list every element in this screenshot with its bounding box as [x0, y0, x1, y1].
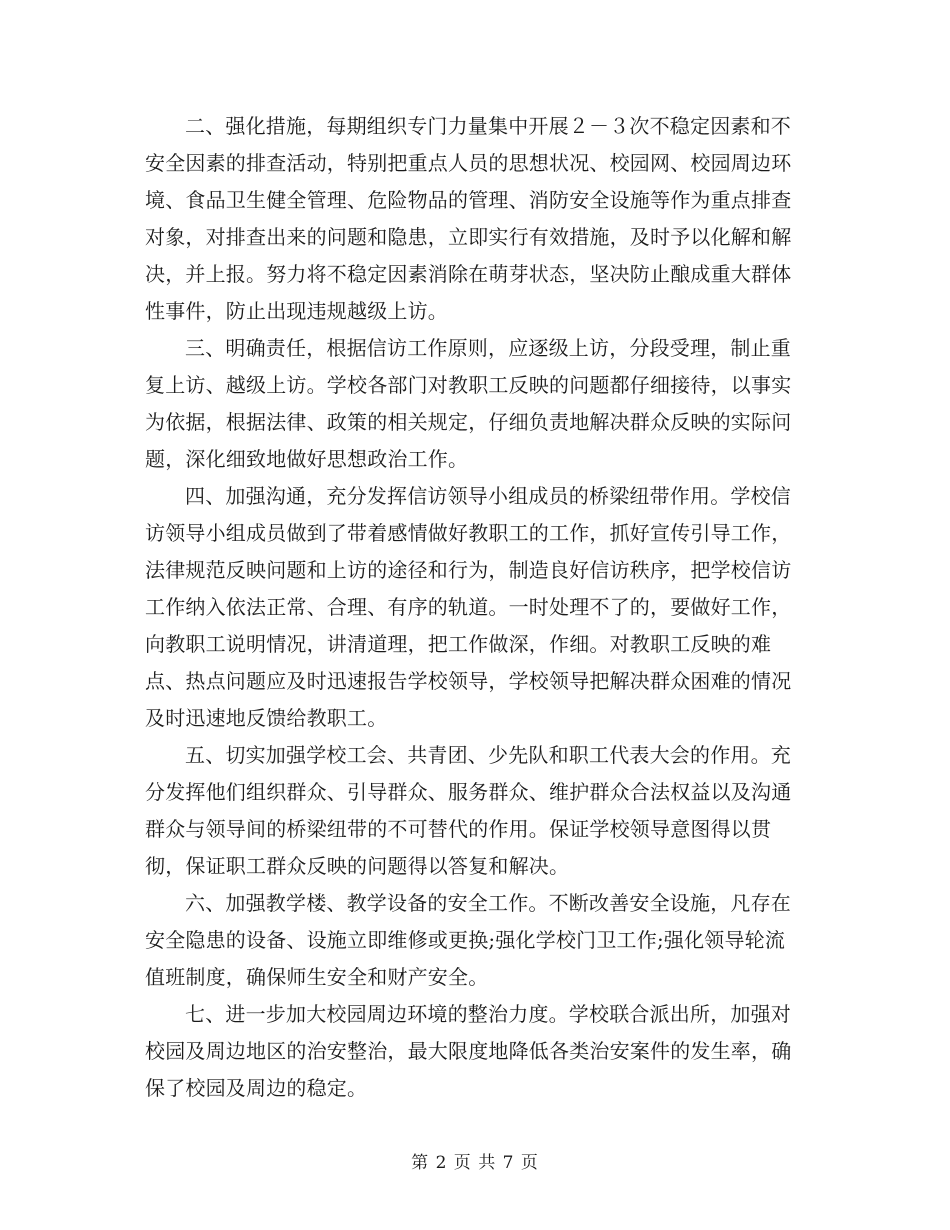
paragraph-four: 四、加强沟通，充分发挥信访领导小组成员的桥梁纽带作用。学校信访领导小组成员做到了带着感情做好教职工的工作，抓好宣传引导工作，法律规范反映问题和上访的途径和行为，制造良好信访秩序，把学校信访工作纳入依法正常、合理、有序的轨道。一时处理不了的，要做好工作，向教职工说明情况，讲清道理，把工作做深，作细。对教职工反映的难点、热点问题应及时迅速报告学校领导，学校领导把解决群众困难的情况及时迅速地反馈给教职工。 — [145, 484, 792, 730]
paragraph-three: 三、明确责任，根据信访工作原则，应逐级上访，分段受理，制止重复上访、越级上访。学校各部门对教职工反映的问题都仔细接待，以事实为依据，根据法律、政策的相关规定，仔细负责地解决群众反映的实际问题，深化细致地做好思想政治工作。 — [145, 336, 792, 471]
paragraph-six: 六、加强教学楼、教学设备的安全工作。不断改善安全设施，凡存在安全隐患的设备、设施立即维修或更换;强化学校门卫工作;强化领导轮流值班制度，确保师生安全和财产安全。 — [145, 891, 791, 989]
paragraph-five: 五、切实加强学校工会、共青团、少先队和职工代表大会的作用。充分发挥他们组织群众、引导群众、服务群众、维护群众合法权益以及沟通群众与领导间的桥梁纽带的不可替代的作用。保证学校领导意图得以贯彻，保证职工群众反映的问题得以答复和解决。 — [145, 743, 792, 878]
paragraph-two: 二、强化措施，每期组织专门力量集中开展２－３次不稳定因素和不安全因素的排查活动，特别把重点人员的思想状况、校园网、校园周边环境、食品卫生健全管理、危险物品的管理、消防安全设施等作为重点排查对象，对排查出来的问题和隐患，立即实行有效措施，及时予以化解和解决，并上报。努力将不稳定因素消除在萌芽状态，坚决防止酿成重大群体性事件，防止出现违规越级上访。 — [145, 114, 792, 323]
page-number-footer: 第 2 页 共 7 页 — [411, 1153, 539, 1173]
paragraph-seven: 七、进一步加大校园周边环境的整治力度。学校联合派出所，加强对校园及周边地区的治安整治，最大限度地降低各类治安案件的发生率，确保了校园及周边的稳定。 — [145, 1002, 792, 1100]
document-body — [145, 108, 805, 1107]
